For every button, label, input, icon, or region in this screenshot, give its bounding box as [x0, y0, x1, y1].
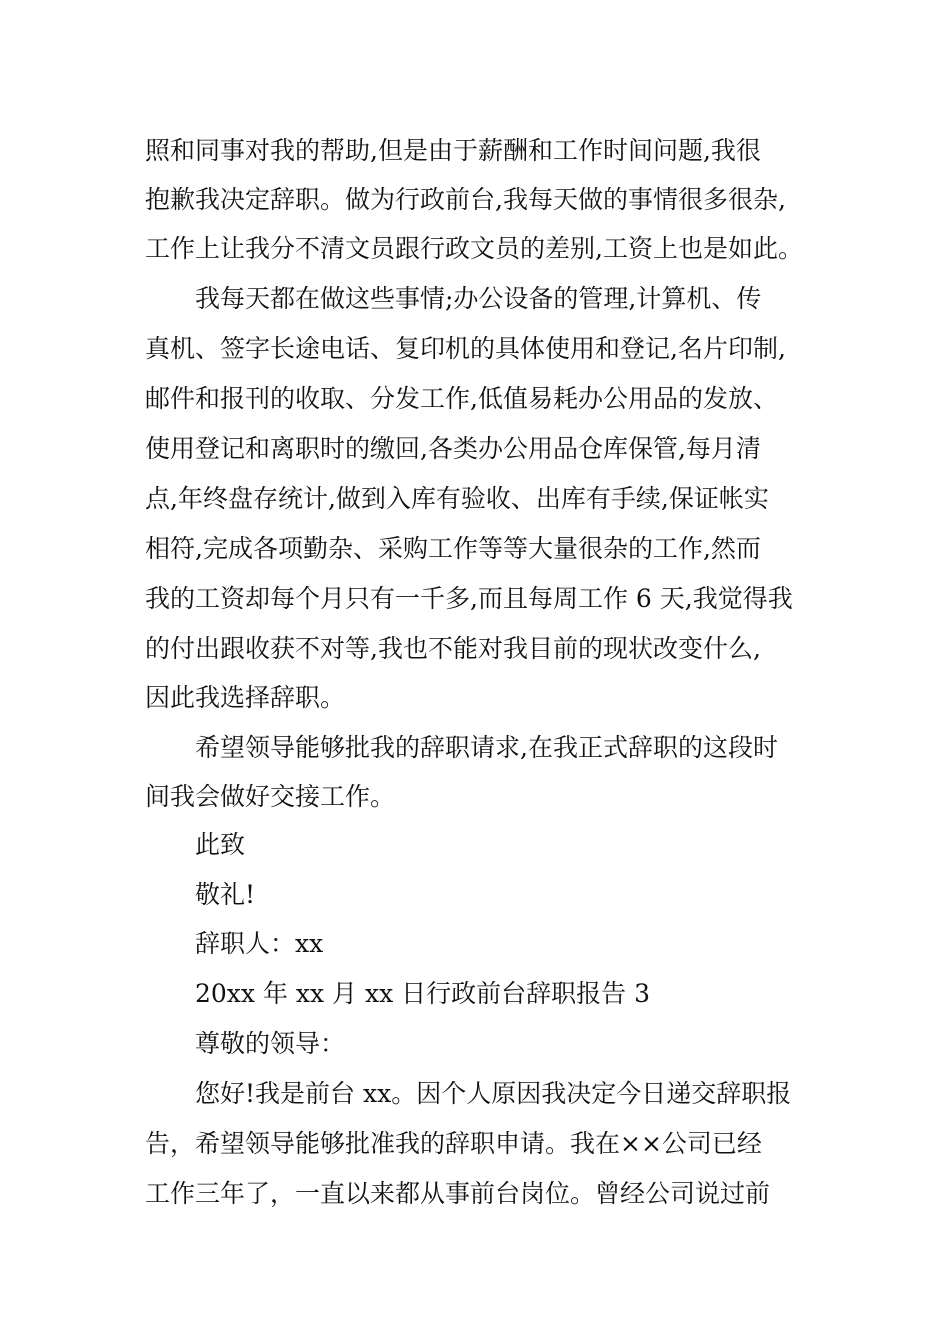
text-line: 工作三年了，一直以来都从事前台岗位。曾经公司说过前 [145, 1179, 771, 1208]
paragraph-start-line: 我每天都在做这些事情;办公设备的管理,计算机、传 [195, 284, 762, 313]
text-line: 点,年终盘存统计,做到入库有验收、出库有手续,保证帐实 [145, 484, 769, 513]
signature-line: 辞职人：xx [195, 929, 324, 958]
closing-line: 此致 [195, 830, 246, 859]
text-line: 相符,完成各项勤杂、采购工作等等大量很杂的工作,然而 [145, 534, 761, 563]
text-line: 因此我选择辞职。 [145, 683, 346, 712]
text-line: 抱歉我决定辞职。做为行政前台,我每天做的事情很多很杂, [145, 185, 786, 214]
text-line: 告，希望领导能够批准我的辞职申请。我在××公司已经 [145, 1129, 762, 1158]
text-line: 邮件和报刊的收取、分发工作,低值易耗办公用品的发放、 [145, 384, 778, 413]
text-line: 的付出跟收获不对等,我也不能对我目前的现状改变什么, [145, 634, 761, 663]
date-title-line: 20xx 年 xx 月 xx 日行政前台辞职报告 3 [195, 979, 650, 1008]
text-line: 照和同事对我的帮助,但是由于薪酬和工作时间问题,我很 [145, 136, 761, 165]
paragraph-start-line: 希望领导能够批我的辞职请求,在我正式辞职的这段时 [195, 733, 778, 762]
paragraph-start-line: 您好!我是前台 xx。因个人原因我决定今日递交辞职报 [195, 1079, 792, 1108]
text-line: 间我会做好交接工作。 [145, 782, 396, 811]
text-line: 我的工资却每个月只有一千多,而且每周工作 6 天,我觉得我 [145, 584, 793, 613]
text-line: 工作上让我分不清文员跟行政文员的差别,工资上也是如此。 [145, 234, 803, 263]
text-line: 使用登记和离职时的缴回,各类办公用品仓库保管,每月清 [145, 434, 761, 463]
text-line: 真机、签字长途电话、复印机的具体使用和登记,名片印制, [145, 334, 786, 363]
salutation-line: 敬礼! [195, 880, 256, 909]
greeting-line: 尊敬的领导： [195, 1029, 346, 1058]
